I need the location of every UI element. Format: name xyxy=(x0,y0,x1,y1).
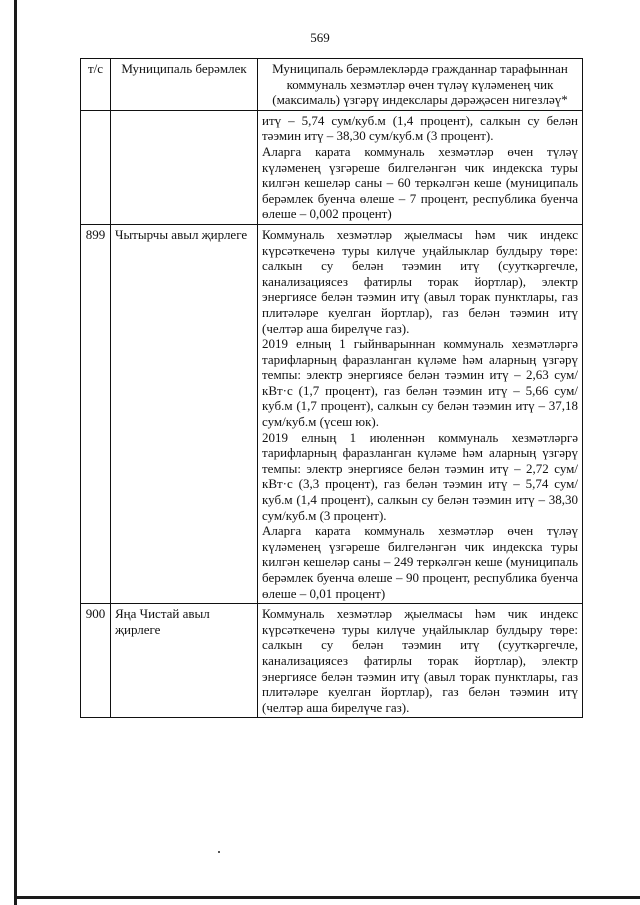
description-cell xyxy=(258,224,583,603)
table-row xyxy=(81,110,583,224)
municipality-name: Яңа Чистай авыл җирлеге xyxy=(111,604,258,718)
scan-bottom-edge xyxy=(14,896,640,899)
table-row xyxy=(81,604,583,718)
scan-left-edge xyxy=(14,0,17,905)
header-municipality: Муниципаль берәмлек xyxy=(111,59,258,111)
header-description: Муниципаль берәмлекләрдә гражданнар тарафыннан коммуналь хезмәтләр өчен түләү күләменең чик (максималь) үзгәрү индекслары дәрәҗәсен нигезләү* xyxy=(258,59,583,111)
description-paragraph: Коммуналь хезмәтләр җыелмасы һәм чик индекс күрсәткеченә туры килүче уңайлыклар булдыру төре: салкын су белән тәэмин итү (сууткәргечле, канализациясез фатирлы торак йортлар), электр энергиясе белән тәэмин итү (авыл торак пунктлары, газ плитәләре куелган йортлар), газ белән тәэмин итү (челтәр аша бирелүче газ). xyxy=(262,606,578,715)
description-paragraph: Аларга карата коммуналь хезмәтләр өчен түләү күләменең үзгәреше билгеләнгән чик индекска туры килгән кешеләр саны – 249 теркәлгән кеше (муниципаль берәмлек буенча өлеше – 90 процент, республика буенча өлеше – 0,01 процент) xyxy=(262,523,578,601)
page-number: 569 xyxy=(310,30,330,45)
description-paragraph: итү – 5,74 сум/куб.м (1,4 процент), салкын су белән тәэмин итү – 38,30 сум/куб.м (3 процент). xyxy=(262,112,578,144)
description-cell xyxy=(258,110,583,224)
tariff-table xyxy=(80,58,583,718)
municipality-name: Чытырчы авыл җирлеге xyxy=(111,224,258,603)
header-number: т/с xyxy=(81,59,111,111)
row-number: 899 xyxy=(81,224,111,603)
row-number: 900 xyxy=(81,604,111,718)
municipality-name xyxy=(111,110,258,224)
description-paragraph: Коммуналь хезмәтләр җыелмасы һәм чик индекс күрсәткеченә туры килүче уңайлыклар булдыру төре: салкын су белән тәэмин итү (сууткәргечле, канализациясез фатирлы торак йортлар), электр энергиясе белән тәэмин итү (авыл торак пунктлары, газ плитәләре куелган йортлар), газ белән тәэмин итү (челтәр аша бирелүче газ). xyxy=(262,226,578,336)
table-row xyxy=(81,224,583,603)
scan-speck xyxy=(218,851,220,853)
description-cell xyxy=(258,604,583,718)
description-paragraph: Аларга карата коммуналь хезмәтләр өчен түләү күләменең үзгәреше билгеләнгән чик индекска туры килгән кешеләр саны – 60 теркәлгән кеше (муниципаль берәмлек буенча өлеше – 7 процент, республика буенча өлеше – 0,002 процент) xyxy=(262,143,578,222)
description-paragraph: 2019 елның 1 гыйнварыннан коммуналь хезмәтләргә тарифларның фаразланган күләме һәм аларның үзгәрү темпы: электр энергиясе белән тәэмин итү – 2,63 сум/кВт·с (1,7 процент), газ белән тәэмин итү – 5,66 сум/куб.м (1,7 процент), салкын су белән тәэмин итү – 37,18 сум/куб.м (үсеш юк). xyxy=(262,336,578,430)
description-paragraph: 2019 елның 1 июленнән коммуналь хезмәтләргә тарифларның фаразланган күләме һәм аларның үзгәрү темпы: электр энергиясе белән тәэмин итү – 2,72 сум/кВт·с (3,3 процент), газ белән тәэмин итү – 5,74 сум/куб.м (1,4 процент), салкын су белән тәэмин итү – 38,30 сум/куб.м (3 процент). xyxy=(262,429,578,523)
row-number xyxy=(81,110,111,224)
table-header-row xyxy=(81,59,583,111)
